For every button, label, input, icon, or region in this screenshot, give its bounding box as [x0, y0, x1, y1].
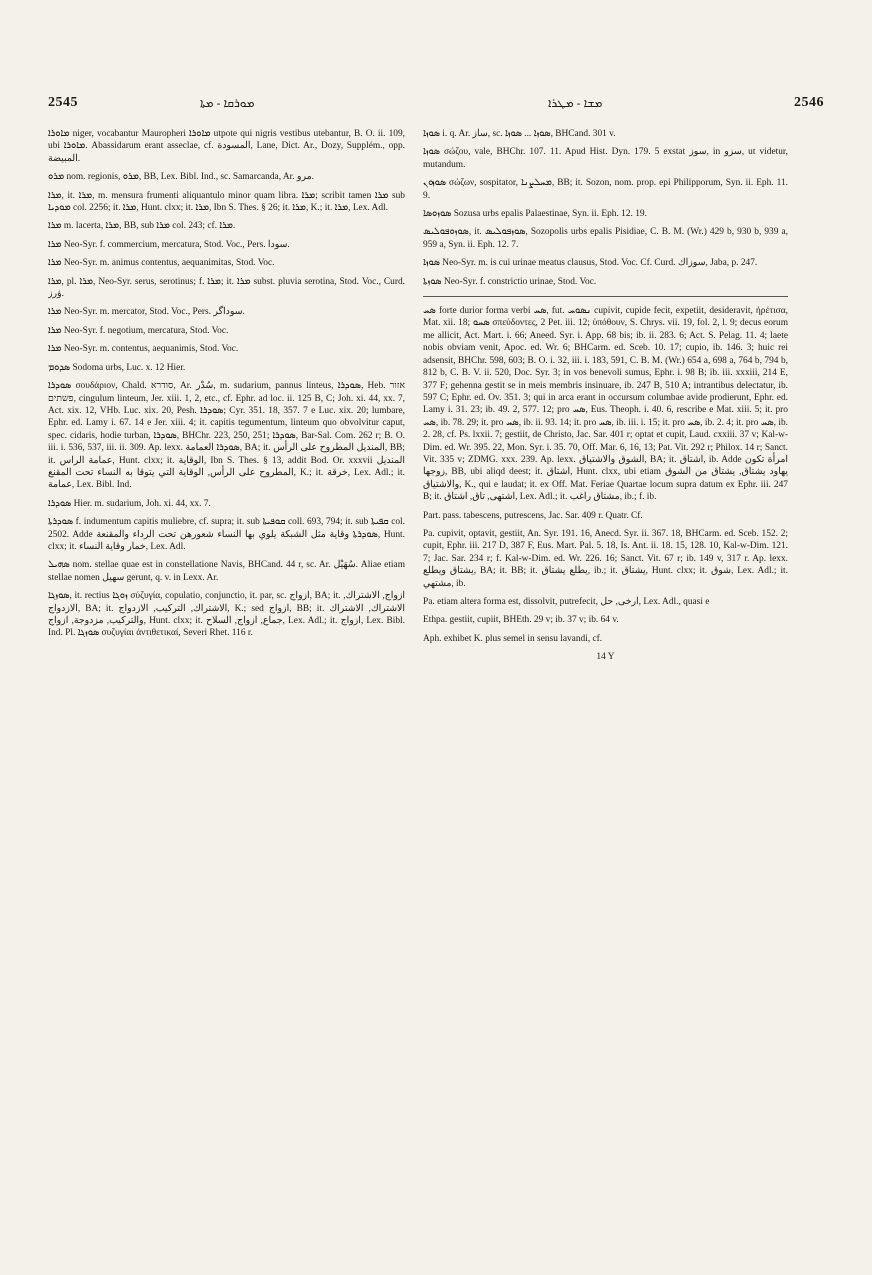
entry: ܣܘܙܓܐ, it. rectius ܙܘܓܐ σύζυγία, copulatio, conjunctio, it. par, sc. ازواج, BA; it. ازواج, الاشتراك, الازدواج, BA; it. الاشتراك, التركيب, الازدواج, K.; sed ازواج, BB; it. الاشتراك, الاشتراك والتركيب, مزدوجة, ازواج, Hunt. clxx; it. جماع, ازواج, السلاح, Lex. Adl.; it. ازواج, Lex. Bibl. Ind. Pl. ܣܘܙܓܐ συζυγίαι ἀντιθετικαί, Severi Rhet. 116 r.	[48, 591, 405, 639]
entry: ܡܪܐ Neo-Syr. m. contentus, aequanimis, Stod. Voc.	[48, 344, 239, 355]
entry: Ethpa. gestiit, cupiit, BHEth. 29 v; ib. 37 v; ib. 64 v.	[423, 615, 619, 626]
entry: ܣܘܕܪܐ σουδάριον, Chald. סודרא, Ar. سُدْر, m. sudarium, pannus linteus, ܣܘܕܪܐ, Heb. אזור פשתים, cingulum linteum, Jer. xiii. 1, 2, etc., cf. Ephr. ad loc. ii. 125 B, C; Joh. xi. 44, xx. 7, Act. xix. 12, VHb. Luc. xix. 20, Pesh. ܣܘܕܪܐ; Cyr. 351. 18, 357. 7 e Luc. xix. 20; lumbare, Ephr. ed. Lamy i. 67. 14 e Jer. xiii. 4; it. capitis tegumentum, linteum quo obvolvitur caput, spec. cidaris, hodie turban, ܣܘܕܪܐ, BHChr. 223, 250, 251; ܣܘܕܪܐ, Bar-Sal. Com. 262 r; B. O. iii. i. 536, 537, iii. ii. 309. Ap. lexx. ܣܘܕܪܐ العمامة, BA; it. المنديل المطروح على الرأس, BB; it. عمامة الراس, Hunt. clxx; it. الوقاية, Ibn S. Thes. § 13, addit Bod. Or. xxxvii المنديل المطروح على الرأس, الوقاية التي يتوقا به النساء تحت المقنع, K.; it. خرقة, Lex. Adl.; it. عمامة, Lex. Bibl. Ind.	[48, 381, 405, 491]
entry: ܡܪܐ Neo-Syr. f. commercium, mercatura, Stod. Voc., Pers. سودا.	[48, 239, 290, 250]
left-column	[48, 128, 405, 1218]
page-header	[48, 95, 824, 123]
entry: ܣܘܙܬܐ Neo-Syr. f. constrictio urinae, Stod. Voc.	[423, 276, 597, 287]
page-number-right: 2546	[794, 95, 824, 110]
entry: ܣܘܙܐ Neo-Syr. m. is cui urinae meatus clausus, Stod. Voc. Cf. Curd. سوزاك, Jaba, p. 247.	[423, 258, 758, 269]
entry: ܣܘܙܘܦܘܠܝܣ, it. ܣܘܙܦܘܠܝܣ, Sozopolis urbs epalis Pisidiae, C. B. M. (Wr.) 429 b, 930 b, 939 a, 959 a, Syn. ii. Eph. 12. 7.	[423, 227, 788, 250]
entry: ܣܘܙܘܢ σώζων, sospitator, ܡܚܠܨܢܐ, BB; it. Sozon, nom. prop. epi Philipporum, Syn. ii. Eph. 11. 9.	[423, 178, 788, 201]
entry: ܣܚ forte durior forma verbi ܣܚ, fut. ܢܣܘܚ cupivit, cupide fecit, expetiit, desideravit, ἠρέτισα, Mat. xii. 18; ܣܚܘ σπεύδοντες, 2 Pet. iii. 12; ὑπόθουν, S. Chrys. vii. 19, fol. 2, l. 9; decus eorum me allicit, Act. Mart. i. 66; Aneed. Syr. i. App. 68 bis; ib. ii. 283. 6; Act. S. Pelag. 11. 4; laete nobis obviam venit, Apoc. ed. Wr. 6; BHCarm. ed. Sceb. 10. 17; cupio, ib. 146. 3; huic rei adsensit, BHChr. 598, 603; B. O. i. 32, iii. i. 183, 591, C. B. M. (Wr.) 654 a, 698 a, 764 b, 794 b, 812 b, C. B. V. ii. 520, Doc. Syr. 3; in vos benevoli sumus, Ephr. i. 98 B; ib. iii. xxxiii, 214 E, 377 F; gehenna gestit se in meis membris insinuare, ib. 247 B, 510 A; intrantibus delectatur, ib. 597 C; Ephr. ed. Ov. 351. 3; qui in arca erant in occursum columbae avide prodierunt, Ephr. ed. Lamy i. 31. 23; ib. 49. 2, 577. 12; pro ܣܚ, Eus. Theoph. i. 40. 6, rescribe e Mat. xiii. 5; it. pro ܣܚ, ib. 78. 29; it. pro ܣܚ, ib. ii. 93. 14; it. pro ܣܚ, ib. iii. i. 15; it. pro ܣܚ, ib. 2. 4; it. pro ܣܚ, ib. 2. 28, cf. Ps. lxxii. 7; gestiit, de Christo, Jac. Sar. 401 r; optat et cupit, Laud. cxxiii. 37 v; Kal-w-Dim. ed. Wr. 395. 22, Mon. Syr. i. 35. 70, Off. Mar. 6, 16, 13; Pat. Vit. 292 r; Philox. 14 r; Sanct. Vit. 335 v; ZDMG. xxx. 239. Ap. lexx. الشوق والاشتياق, BA; it. اشتاق, ib. Adde امرأة تكون زوجها, BB, ubi aliqd deest; it. اشتاق, Hunt. clxx, ubi etiam يهاود يشتاق, يشتاق من الشوق والاشتياق, K., qui e laudat; it. ex Off. Mat. Feriae Quartae locum supra datum ex Ephr. iii. 247 B; it. اشتهى, تاق, اشتاق, Lex. Adl.; it. مشتاق راغب, ib.; f. ib.	[423, 306, 788, 503]
entry: Part. pass. tabescens, putrescens, Jac. Sar. 409 r. Quatr. Cf.	[423, 510, 643, 521]
section-divider	[423, 296, 788, 297]
entry: ܡܪܐ Neo-Syr. f. negotium, mercatura, Stod. Voc.	[48, 325, 229, 336]
entry: ܡܪܐ, pl. ܡܪܐ, Neo-Syr. serus, serotinus; f. ܡܪܐ; it. ܡܪܐ subst. pluvia serotina, Stod. Voc., Curd. ۋرز.	[48, 276, 405, 300]
entry: Pa. cupivit, optavit, gestiit, An. Syr. 191. 16, Anecd. Syr. ii. 367. 18, BHCarm. ed. Sceb. 152. 2; cupit, Ephr. iii. 217 D, 387 F, Eus. Mart. Pal. 5. 18, Is. Ant. ii. 18. 15, 128. 10, Kal-w-Dim. 121. 7; Jac. Sar. 234 r; f. Kal-w-Dim. ed. Wr. 226. 16; Sanct. Vit. 67 r; ib. 149 v, 317 r. Ap. lexx. يشتاق ويطلع, BA; it. BB; it. يطلع يشتاق, ib.; it. يشتاق, Hunt. clxx; it. شوق, Lex. Adl.; it. مشتهي, ib.	[423, 528, 788, 589]
entry: Pa. etiam altera forma est, dissolvit, putrefecit, ارخى, حل, Lex. Adl., quasi e	[423, 597, 710, 607]
entry: ܡܪܐ Neo-Syr. m. animus contentus, aequanimitas, Stod. Voc.	[48, 258, 275, 269]
page-number-left: 2545	[48, 95, 78, 110]
entry: Aph. exhibet K. plus semel in sensu lavandi, cf.	[423, 633, 603, 644]
entry: ܣܘܕܪܐ Hier. m. sudarium, Joh. xi. 44, xx. 7.	[48, 498, 211, 509]
entry: ܡܪܐ Neo-Syr. m. mercator, Stod. Voc., Pers. سوداگر.	[48, 307, 245, 318]
entry: ܣܗܝܠ nom. stellae quae est in constellatione Navis, BHCand. 44 r, sc. Ar. سُهَيْل. Aliae etiam stellae nomen سهيل gerunt, q. v. in Lexx. Ar.	[48, 560, 405, 583]
entry: ܡܐܘܪܐ niger, vocabantur Mauropheri ܡܐܘܪܐ utpote qui nigris vestibus utebantur, B. O. ii. 109, ubi ܡܐܘܪܐ. Abassidarum erant asseclae, cf. المسودة, Lane, Dict. Ar., Dozy, Supplém., opp. المبيضة.	[48, 129, 405, 164]
entry: ܣܕܘܡ Sodoma urbs, Luc. x. 12 Hier.	[48, 362, 186, 373]
signature-mark: 14 Y	[596, 652, 615, 663]
running-head-right: ܡܫܐ - ܡܛܪܐ	[548, 96, 603, 110]
entry: ܡܪܘ nom. regionis, ܡܪܘ, BB, Lex. Bibl. Ind., sc. Samarcanda, Ar. مرو.	[48, 172, 314, 183]
entry: ܣܘܙܘܣܐ Sozusa urbs epalis Palaestinae, Syn. ii. Eph. 12. 19.	[423, 209, 647, 220]
running-head-left: ܡܘܪܩܐ - ܡܬܐ	[200, 96, 255, 110]
entry: ܣܘܙܐ i. q. Ar. ساز, sc. ܣܘܙܐ ... ܣܘܙܐ, BHCand. 301 v.	[423, 129, 616, 139]
entry: ܣܘܙܐ σώζου, vale, BHChr. 107. 11. Apud Hist. Dyn. 179. 5 exstat سوز, in سزو, ut videtur, mutandum.	[423, 147, 788, 170]
entry: ܡܪܐ, it. ܡܪܐ, m. mensura frumenti aliquantulo minor quam libra. ܡܪܐ; scribit tamen ܡܪܐ sub ܡܘܕܝܐ col. 2256; it. ܡܪܐ, Hunt. clxx; it. ܡܪܐ, Ibn S. Thes. § 26; it. ܡܪܐ, K.; it. ܡܪܐ, Lex. Adl.	[48, 190, 405, 214]
right-column	[423, 128, 788, 1218]
entry: ܡܪܐ m. lacerta, ܡܪܐ, BB, sub ܡܪܐ col. 243; cf. ܡܪܐ.	[48, 221, 236, 232]
entry: ܣܘܕܪܬܐ f. indumentum capitis muliebre, cf. supra; it. sub ܩܘܦܝܬܐ coll. 693, 794; it. sub ܩܦܝܬܐ col. 2502. Adde ܣܘܕܪܬܐ وقاية مثل الشبكة يلوي بها النساء شعورهن تحت الرداء والمقنعة, Hunt. clxx; it. خمار وقاية النساء, Lex. Adl.	[48, 517, 405, 552]
